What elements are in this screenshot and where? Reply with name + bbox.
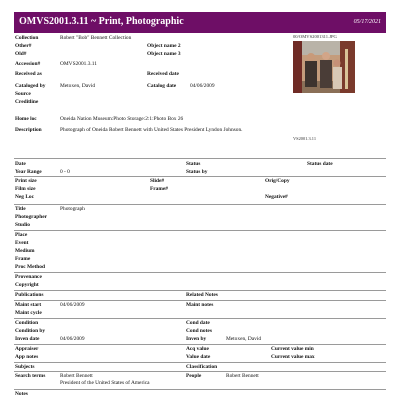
description-label: Description bbox=[15, 127, 42, 133]
negative-number-label: Negative# bbox=[265, 194, 288, 200]
frame-number-label: Frame# bbox=[150, 186, 168, 192]
title-label: Title bbox=[15, 206, 26, 212]
photo-filename: 00/OMVS2001311.JPG bbox=[293, 34, 337, 39]
photo-caption: VS2001.3.11 bbox=[293, 136, 317, 141]
section-divider bbox=[14, 158, 386, 159]
value-date-label: Value date bbox=[186, 354, 211, 360]
place-label: Place bbox=[15, 232, 28, 238]
old-number-label: Old# bbox=[15, 51, 27, 57]
section-divider bbox=[14, 176, 386, 177]
frame-label: Frame bbox=[15, 256, 31, 262]
object-name-2-label: Object name 2 bbox=[147, 43, 181, 49]
search-term-value: President of the United States of America bbox=[60, 380, 150, 386]
cond-notes-label: Cond notes bbox=[186, 328, 212, 334]
photograph-image bbox=[293, 41, 355, 93]
studio-label: Studio bbox=[15, 222, 30, 228]
subjects-label: Subjects bbox=[15, 364, 35, 370]
home-location-label: Home loc bbox=[15, 116, 37, 122]
maint-start-value: 04/06/2009 bbox=[60, 302, 85, 308]
source-label: Source bbox=[15, 91, 31, 97]
search-terms-label: Search terms bbox=[15, 373, 46, 379]
people-label: People bbox=[186, 373, 202, 379]
section-divider bbox=[14, 362, 386, 363]
date-label: Date bbox=[15, 161, 26, 167]
collection-value: Robert "Bob" Bennett Collection bbox=[60, 35, 132, 41]
medium-label: Medium bbox=[15, 248, 35, 254]
object-name-3-label: Object name 3 bbox=[147, 51, 181, 57]
inven-date-label: Inven date bbox=[15, 336, 40, 342]
other-number-label: Other# bbox=[15, 43, 32, 49]
report-date: 05/17/2021 bbox=[353, 19, 381, 25]
received-date-label: Received date bbox=[147, 71, 179, 77]
status-date-label: Status date bbox=[307, 161, 333, 167]
section-divider bbox=[14, 272, 386, 273]
appraiser-label: Appraiser bbox=[15, 346, 39, 352]
provenance-label: Provenance bbox=[15, 274, 42, 280]
record-header bbox=[14, 12, 386, 33]
received-as-label: Received as bbox=[15, 71, 42, 77]
cataloged-by-value: Metoxen, David bbox=[60, 83, 96, 89]
inven-by-label: Inven by bbox=[186, 336, 207, 342]
slide-number-label: Slide# bbox=[150, 178, 165, 184]
catalog-date-label: Catalog date bbox=[147, 83, 177, 89]
maint-notes-label: Maint notes bbox=[186, 302, 214, 308]
inven-by-value: Metoxen, David bbox=[226, 336, 262, 342]
film-size-label: Film size bbox=[15, 186, 36, 192]
catalog-date-value: 04/06/2009 bbox=[190, 83, 215, 89]
home-location-value: Oneida Nation Museum:Photo Storage:2:1:Photo Box 26 bbox=[60, 116, 184, 122]
section-divider bbox=[14, 300, 386, 301]
section-divider bbox=[14, 290, 386, 291]
description-value: Photograph of Oneida Robert Bennett with United States President Lyndon Johnson. bbox=[60, 127, 243, 133]
section-divider bbox=[14, 389, 386, 390]
print-size-label: Print size bbox=[15, 178, 37, 184]
record-title: OMVS2001.3.11 ~ Print, Photographic bbox=[19, 16, 184, 27]
cataloged-by-label: Cataloged by bbox=[15, 83, 46, 89]
section-divider bbox=[14, 204, 386, 205]
related-notes-label: Related Notes bbox=[186, 292, 218, 298]
accession-number-value: OMVS2001.3.11 bbox=[60, 61, 97, 67]
section-divider bbox=[14, 344, 386, 345]
notes-label: Notes bbox=[15, 391, 28, 397]
cond-date-label: Cond date bbox=[186, 320, 210, 326]
accession-number-label: Accession# bbox=[15, 61, 41, 67]
section-divider bbox=[14, 371, 386, 372]
section-divider bbox=[14, 318, 386, 319]
photographer-label: Photographer bbox=[15, 214, 48, 220]
neg-loc-label: Neg Loc bbox=[15, 194, 35, 200]
event-label: Event bbox=[15, 240, 29, 246]
people-value: Robert Bennett bbox=[226, 373, 259, 379]
section-divider bbox=[14, 230, 386, 231]
classification-label: Classification bbox=[186, 364, 218, 370]
inven-date-value: 04/06/2009 bbox=[60, 336, 85, 342]
orig-copy-label: Orig/Copy bbox=[265, 178, 290, 184]
photograph-scene bbox=[293, 41, 355, 93]
proc-method-label: Proc Method bbox=[15, 264, 45, 270]
current-value-max-label: Current value max bbox=[271, 354, 315, 360]
maint-start-label: Maint start bbox=[15, 302, 42, 308]
search-term-value: Robert Bennett bbox=[60, 373, 93, 379]
copyright-label: Copyright bbox=[15, 282, 39, 288]
condition-label: Condition bbox=[15, 320, 39, 326]
condition-by-label: Condition by bbox=[15, 328, 46, 334]
creditline-label: Creditline bbox=[15, 99, 39, 105]
status-by-label: Status by bbox=[186, 169, 208, 175]
app-notes-label: App notes bbox=[15, 354, 39, 360]
year-range-label: Year Range bbox=[15, 169, 42, 175]
publications-label: Publications bbox=[15, 292, 44, 298]
year-range-value: 0 - 0 bbox=[60, 169, 70, 175]
acq-value-label: Acq value bbox=[186, 346, 209, 352]
title-value: Photograph bbox=[60, 206, 85, 212]
maint-cycle-label: Maint cycle bbox=[15, 310, 42, 316]
status-label: Status bbox=[186, 161, 201, 167]
current-value-min-label: Current value min bbox=[271, 346, 314, 352]
collection-label: Collection bbox=[15, 35, 39, 41]
